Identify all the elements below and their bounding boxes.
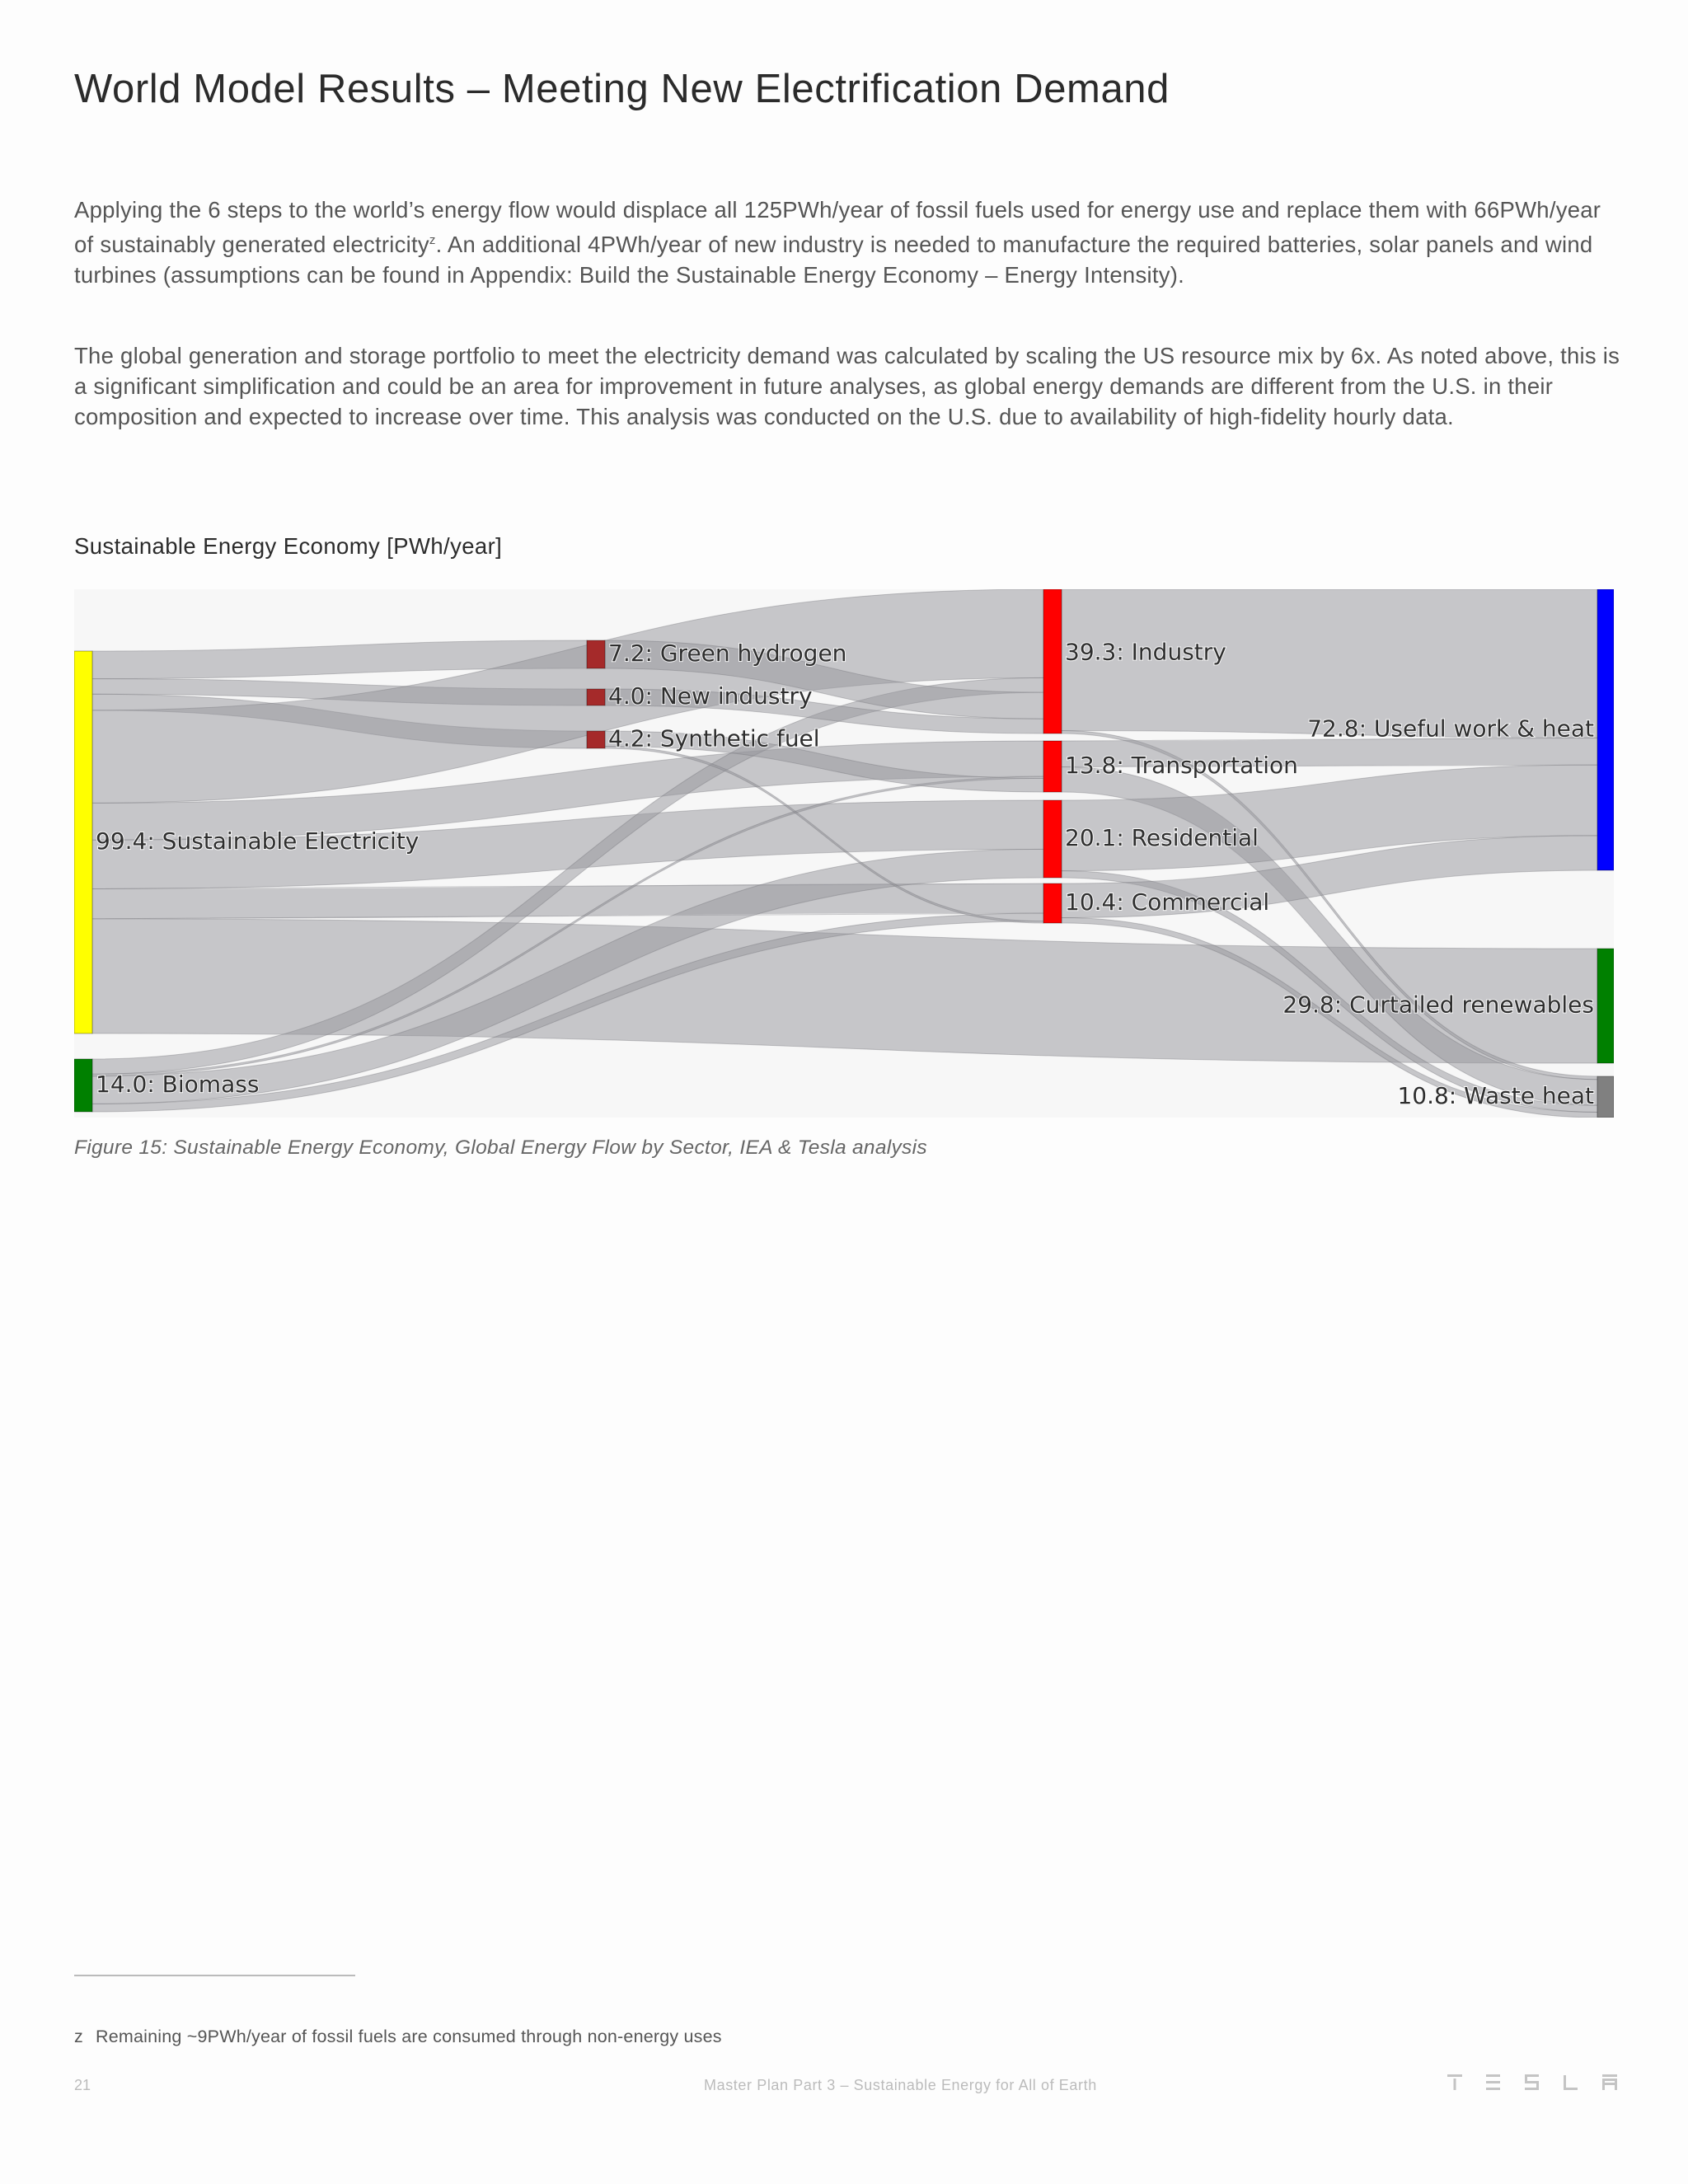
sankey-label-transport: 13.8: Transportation xyxy=(1065,752,1298,779)
sankey-chart xyxy=(74,589,1614,1118)
sankey-node-biomass xyxy=(74,1059,92,1112)
sankey-label-curtailed: 29.8: Curtailed renewables xyxy=(1282,991,1594,1019)
sankey-node-commercial xyxy=(1043,883,1062,923)
sankey-node-residential xyxy=(1043,800,1062,878)
figure-caption: Figure 15: Sustainable Energy Economy, Global Energy Flow by Sector, IEA & Tesla analysis xyxy=(74,1137,927,1159)
footnote-reference: z xyxy=(429,233,436,247)
sankey-node-new-industry xyxy=(587,689,605,705)
sankey-node-curtailed xyxy=(1597,949,1614,1063)
tesla-logo xyxy=(1447,2074,1617,2092)
sankey-node-waste xyxy=(1597,1076,1614,1118)
sankey-node-transport xyxy=(1043,741,1062,792)
sankey-label-synth-fuel: 4.2: Synthetic fuel xyxy=(608,724,820,752)
sankey-node-sust-elec xyxy=(74,651,92,1033)
footer-document-title: Master Plan Part 3 – Sustainable Energy for All of Earth xyxy=(704,2077,1097,2093)
page-title: World Model Results – Meeting New Electrification Demand xyxy=(74,67,1170,111)
methodology-paragraph: The global generation and storage portfolio to meet the electricity demand was calculated by scaling the US resource mix by 6x. As noted above, this is a significant simplification and could be an area for improvement in future analyses, as global energy demands are different from the U.S. in their composition and expected to increase over time. This analysis was conducted on the U.S. due to availability of high-fidelity hourly data. xyxy=(74,343,1620,429)
footnote-divider xyxy=(74,1975,355,1976)
intro-paragraph-continuation: . An additional 4PWh/year of new industry is needed to manufacture the required batteries, solar panels and wind turbines (assumptions can be found in Appendix: Build the Sustainable Energy Economy – Energy Intensity). xyxy=(74,232,1593,288)
footnote-text: Remaining ~9PWh/year of fossil fuels are consumed through non-energy uses xyxy=(96,2027,722,2046)
sankey-label-green-h2: 7.2: Green hydrogen xyxy=(608,640,847,667)
sankey-node-industry xyxy=(1043,589,1062,733)
sankey-label-biomass: 14.0: Biomass xyxy=(96,1071,260,1098)
sankey-label-commercial: 10.4: Commercial xyxy=(1065,888,1270,916)
intro-paragraph-text: Applying the 6 steps to the world’s energy flow would displace all 125PWh/year of fossil fuels used for energy use and replace them with 66PWh/year of sustainably generated electricity xyxy=(74,197,1601,258)
page-number: 21 xyxy=(74,2077,91,2093)
chart-title: Sustainable Energy Economy [PWh/year] xyxy=(74,533,503,559)
footnote xyxy=(74,2027,722,2047)
sankey-node-synth-fuel xyxy=(587,731,605,748)
footnote-mark: z xyxy=(74,2027,83,2046)
sankey-label-useful: 72.8: Useful work & heat xyxy=(1307,715,1594,743)
sankey-label-new-industry: 4.0: New industry xyxy=(608,682,813,710)
sankey-label-sust-elec: 99.4: Sustainable Electricity xyxy=(96,827,420,855)
sankey-node-green-h2 xyxy=(587,640,605,668)
sankey-label-industry: 39.3: Industry xyxy=(1065,638,1226,666)
sankey-node-useful xyxy=(1597,589,1614,870)
intro-paragraph xyxy=(74,194,1624,290)
sankey-label-waste: 10.8: Waste heat xyxy=(1397,1082,1594,1109)
sankey-label-residential: 20.1: Residential xyxy=(1065,824,1259,851)
